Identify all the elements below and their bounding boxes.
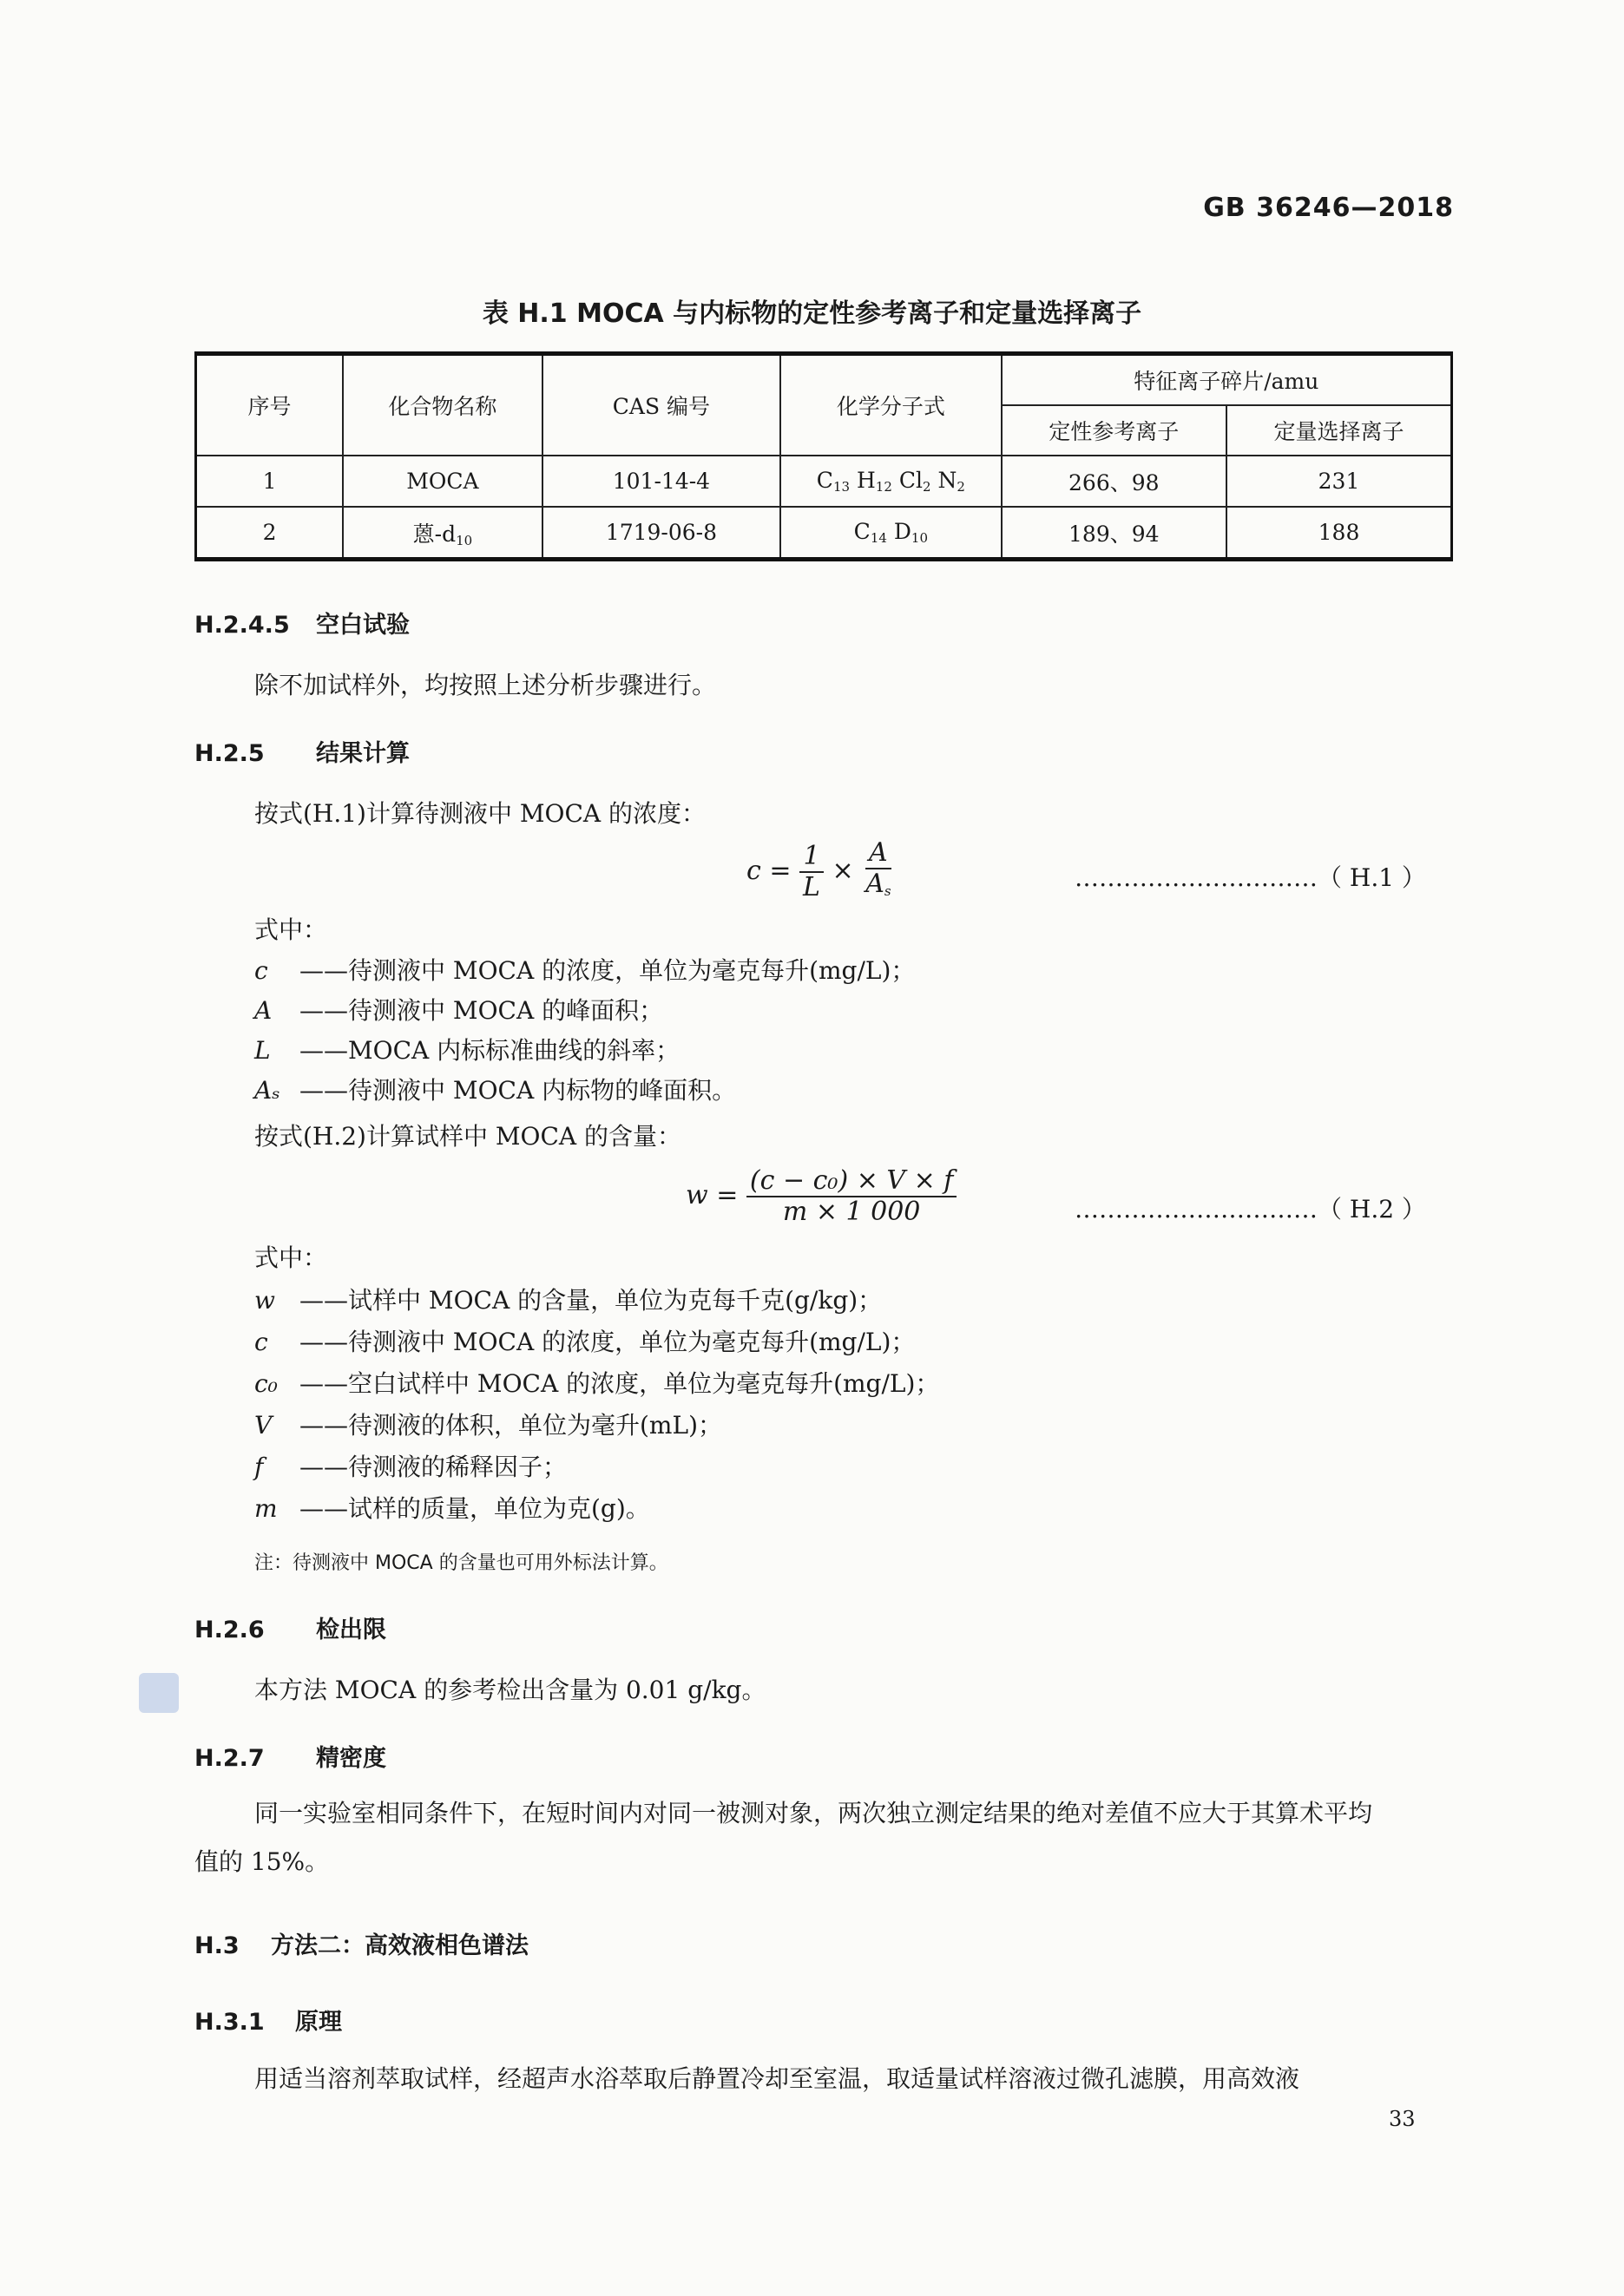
section-heading <box>194 2003 342 2037</box>
cell-cas: 101-14-4 <box>542 456 780 507</box>
section-number: H.2.4.5 <box>194 612 290 639</box>
equation-lhs: w = <box>686 1180 739 1210</box>
where-label: 式中： <box>254 915 328 944</box>
symbol: w <box>254 1286 275 1315</box>
table-title: 表 H.1 MOCA 与内标物的定性参考离子和定量选择离子 <box>482 298 1142 329</box>
section-number: H.3.1 <box>194 2009 265 2036</box>
equation-ref: …………………………（ H.1 ） <box>1075 863 1426 892</box>
section-title: 方法二：高效液相色谱法 <box>271 1932 529 1959</box>
definition-text: ——待测液中 MOCA 的峰面积； <box>299 996 664 1025</box>
section-title: 精密度 <box>316 1745 386 1772</box>
page-number: 33 <box>1389 2107 1416 2131</box>
denominator: L <box>803 872 820 902</box>
cell-formula <box>780 507 1001 560</box>
symbol: c₀ <box>254 1369 278 1398</box>
numerator: 1 <box>799 842 823 873</box>
symbol: Aₛ <box>254 1076 280 1105</box>
symbol: f <box>254 1453 264 1481</box>
section-number: H.2.7 <box>194 1745 265 1772</box>
formula-element: C <box>816 468 833 493</box>
definition <box>254 1036 680 1066</box>
equation-lhs: c = <box>746 856 792 886</box>
definition-text: ——待测液中 MOCA 的浓度，单位为毫克每升(mg/L)； <box>299 956 916 985</box>
definition-text: ——MOCA 内标标准曲线的斜率； <box>299 1036 681 1065</box>
times-sign: × <box>832 856 854 886</box>
cell-name: MOCA <box>343 456 542 507</box>
definition <box>254 1076 736 1105</box>
header-fragments: 特征离子碎片/amu <box>1002 354 1452 406</box>
symbol: c <box>254 1328 268 1356</box>
definition <box>254 996 663 1026</box>
denominator: m × 1 000 <box>782 1197 921 1227</box>
denominator-symbol: A <box>865 869 884 899</box>
definition-text: ——空白试样中 MOCA 的浓度，单位为毫克每升(mg/L)； <box>299 1369 940 1398</box>
cell-qualitative-ion: 189、94 <box>1002 507 1226 560</box>
denominator <box>862 869 894 906</box>
numerator: A <box>865 838 891 869</box>
definition <box>254 1286 882 1315</box>
section-number: H.2.6 <box>194 1617 265 1643</box>
cell-name <box>343 507 542 560</box>
header-formula: 化学分子式 <box>780 354 1001 456</box>
table-row <box>196 507 1452 560</box>
numerator: (c − c₀) × V × f <box>746 1166 957 1197</box>
equation-h1 <box>746 838 895 906</box>
formula-subscript: 12 <box>875 479 892 495</box>
header-cas: CAS 编号 <box>542 354 780 456</box>
section-title: 原理 <box>295 2009 342 2036</box>
formula-element: Cl <box>898 468 923 493</box>
symbol: c <box>254 956 268 985</box>
denominator-subscript: s <box>884 883 891 899</box>
symbol: m <box>254 1494 278 1523</box>
section-title: 检出限 <box>316 1617 386 1643</box>
equation-ref: …………………………（ H.2 ） <box>1075 1195 1426 1223</box>
symbol: A <box>254 996 273 1025</box>
formula-subscript: 2 <box>957 479 965 495</box>
definition <box>254 1411 722 1440</box>
section-number: H.2.5 <box>194 740 265 767</box>
definition <box>254 1494 650 1524</box>
header-quantitative-ion: 定量选择离子 <box>1226 405 1451 456</box>
paragraph: 本方法 MOCA 的参考检出含量为 0.01 g/kg。 <box>254 1676 766 1704</box>
definition-text: ——待测液中 MOCA 内标物的峰面积。 <box>299 1076 737 1105</box>
header-qualitative-ion: 定性参考离子 <box>1002 405 1226 456</box>
definition <box>254 956 915 986</box>
cell-seq: 2 <box>196 507 344 560</box>
header-name: 化合物名称 <box>343 354 542 456</box>
formula-subscript: 13 <box>832 479 851 495</box>
definition-text: ——待测液的体积，单位为毫升(mL)； <box>299 1411 722 1440</box>
paragraph: 按式(H.2)计算试样中 MOCA 的含量： <box>254 1122 682 1151</box>
fraction <box>799 842 824 902</box>
table-row <box>196 456 1452 507</box>
cell-quantitative-ion: 231 <box>1226 456 1451 507</box>
section-heading <box>194 1739 386 1773</box>
paragraph: 同一实验室相同条件下，在短时间内对同一被测对象，两次独立测定结果的绝对差值不应大于其算术平均值的 15%。 <box>194 1799 1373 1876</box>
formula-subscript: 10 <box>911 530 928 546</box>
cell-seq: 1 <box>196 456 344 507</box>
section-heading <box>194 1610 386 1644</box>
definition <box>254 1328 915 1357</box>
cell-formula <box>780 456 1001 507</box>
fraction <box>862 838 894 906</box>
definition-text: ——待测液的稀释因子； <box>299 1453 568 1481</box>
section-heading <box>194 734 410 768</box>
symbol: L <box>254 1036 271 1065</box>
definition-text: ——试样的质量，单位为克(g)。 <box>299 1494 650 1523</box>
section-title: 结果计算 <box>316 740 410 767</box>
paragraph: 按式(H.1)计算待测液中 MOCA 的浓度： <box>254 799 707 828</box>
section-number: H.3 <box>194 1932 240 1959</box>
formula-element: D <box>893 519 911 544</box>
formula-subscript: 2 <box>922 479 931 495</box>
definition <box>254 1453 567 1482</box>
section-title: 空白试验 <box>316 612 410 639</box>
symbol: V <box>254 1411 273 1440</box>
formula-element: N <box>937 468 957 493</box>
formula-element: H <box>856 468 876 493</box>
paragraph: 除不加试样外，均按照上述分析步骤进行。 <box>254 671 717 699</box>
definition-text: ——试样中 MOCA 的含量，单位为克每千克(g/kg)； <box>299 1286 883 1315</box>
section-heading <box>194 1926 529 1960</box>
compound-subscript: 10 <box>456 532 473 548</box>
cell-quantitative-ion: 188 <box>1226 507 1451 560</box>
definition-text: ——待测液中 MOCA 的浓度，单位为毫克每升(mg/L)； <box>299 1328 916 1356</box>
watermark-icon <box>139 1673 179 1713</box>
formula-subscript: 14 <box>870 530 887 546</box>
section-heading <box>194 606 410 640</box>
note: 注：待测液中 MOCA 的含量也可用外标法计算。 <box>254 1552 668 1574</box>
definition <box>254 1369 939 1399</box>
cell-qualitative-ion: 266、98 <box>1002 456 1226 507</box>
standard-number: GB 36246—2018 <box>1203 193 1454 223</box>
fraction <box>746 1166 957 1227</box>
compound-name: 蒽-d <box>412 521 457 547</box>
paragraph: 用适当溶剂萃取试样，经超声水浴萃取后静置冷却至室温，取适量试样溶液过微孔滤膜，用高效液 <box>254 2064 1300 2093</box>
where-label: 式中： <box>254 1243 328 1272</box>
formula-element: C <box>853 519 871 544</box>
equation-h2 <box>686 1166 957 1227</box>
cell-cas: 1719-06-8 <box>542 507 780 560</box>
header-seq: 序号 <box>196 354 344 456</box>
ion-table <box>194 351 1453 561</box>
